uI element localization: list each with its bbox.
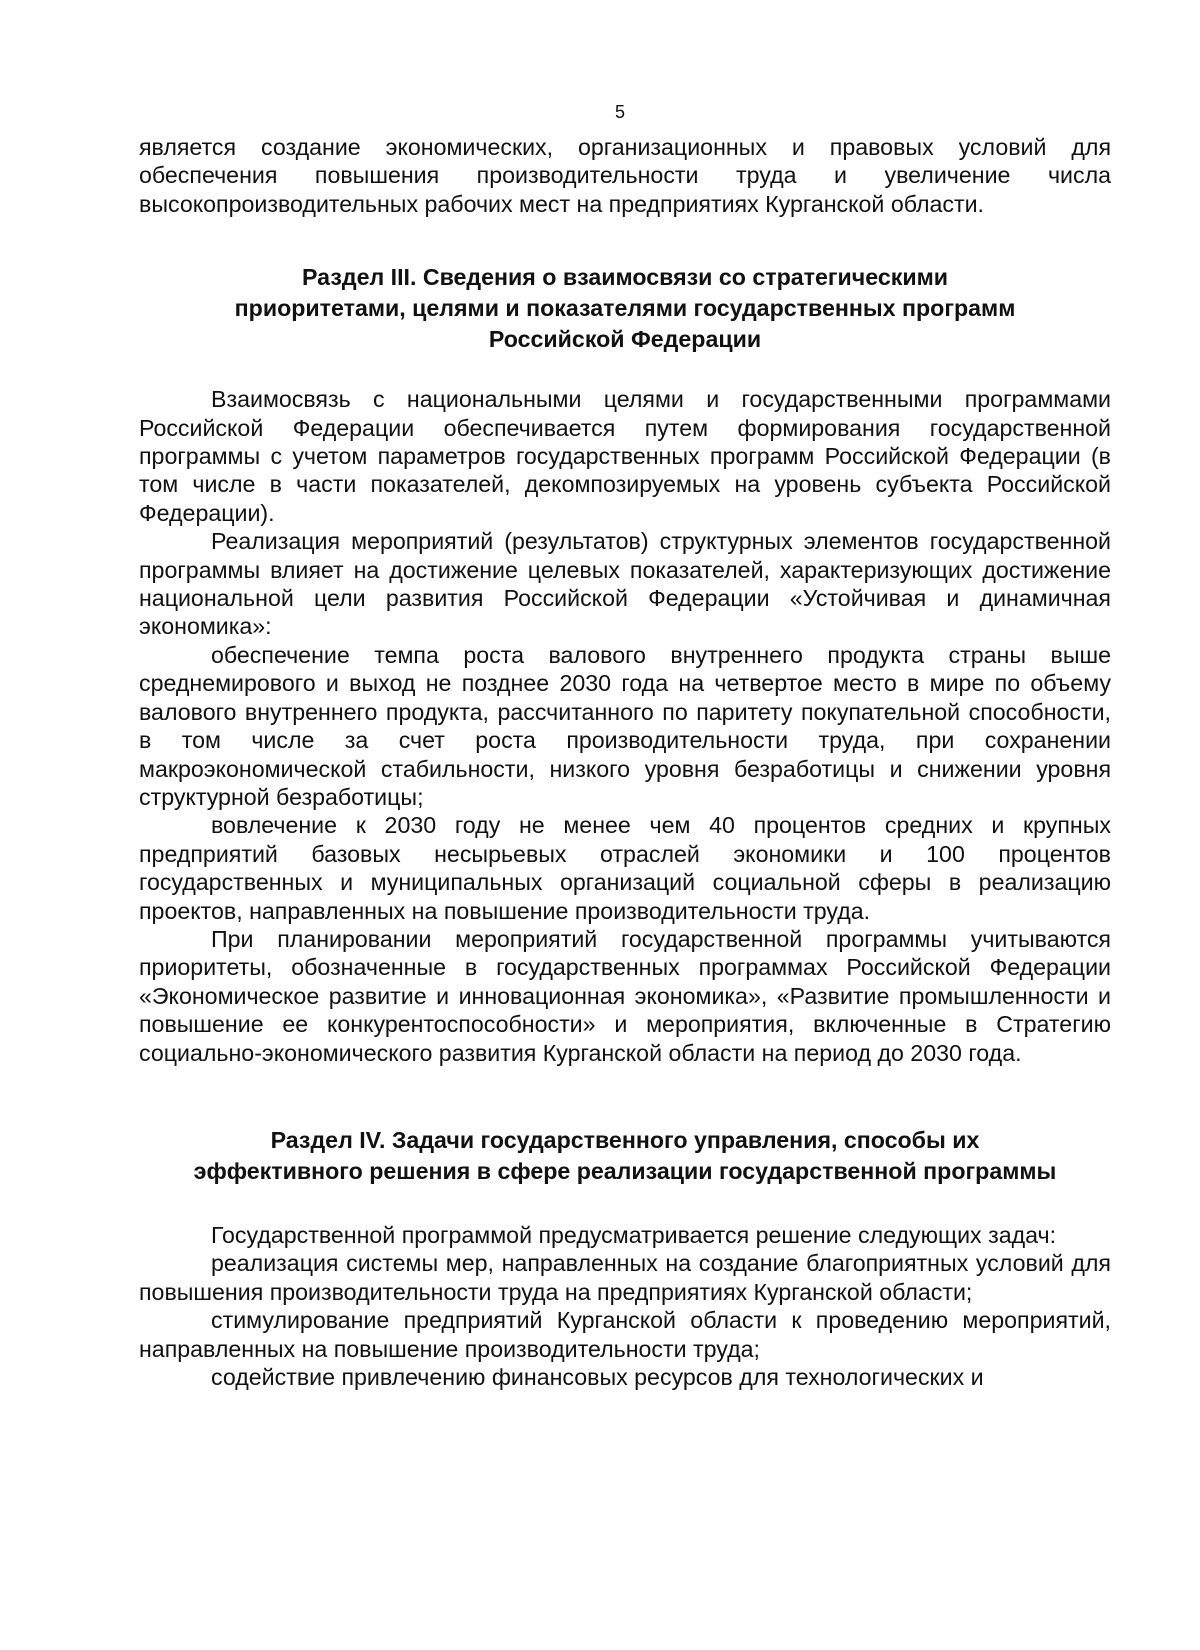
paragraph: вовлечение к 2030 году не менее чем 40 процентов средних и крупных предприятий базовых несырьевых отраслей экономики и 100 процентов государственных и муниципальных организаций социальной сферы в реализацию проектов, направленных на повышение производительности труда. xyxy=(139,812,1111,924)
intro-paragraph: является создание экономических, организационных и правовых условий для обеспечения повышения производительности труда и увеличение числа высокопроизводительных рабочих мест на предприятиях Курганской области. xyxy=(139,134,1111,217)
section-3-body xyxy=(139,385,1111,1067)
section-3-heading-line: приоритетами, целями и показателями государственных программ xyxy=(234,295,1016,322)
document-body xyxy=(139,133,1111,1391)
paragraph: Взаимосвязь с национальными целями и государственными программами Российской Федерации обеспечивается путем формирования государственной программы с учетом параметров государственных программ Российской Федерации (в том числе в части показателей, декомпозируемых на уровень субъекта Российской Федерации). xyxy=(139,386,1111,526)
section-4-body xyxy=(139,1221,1111,1391)
page-number: 5 xyxy=(614,102,625,122)
section-3-heading-line: Раздел III. Сведения о взаимосвязи со стратегическими xyxy=(301,264,949,291)
section-3-heading xyxy=(139,262,1111,355)
section-4-heading-line: эффективного решения в сфере реализации государственной программы xyxy=(193,1157,1057,1184)
paragraph: обеспечение темпа роста валового внутреннего продукта страны выше среднемирового и выход не позднее 2030 года на четвертое место в мире по объему валового внутреннего продукта, рассчитанного по паритету покупательной способности, в том числе за счет роста производительности труда, при сохранении макроэкономической стабильности, низкого уровня безработицы и снижении уровня структурной безработицы; xyxy=(139,641,1111,810)
paragraph: стимулирование предприятий Курганской области к проведению мероприятий, направленных на повышение производительности труда; xyxy=(139,1307,1111,1362)
paragraph: При планировании мероприятий государственной программы учитываются приоритеты, обозначенные в государственных программах Российской Федерации «Экономическое развитие и инновационная экономика», «Развитие промышленности и повышение ее конкурентоспособности» и мероприятия, включенные в Стратегию социально-экономического развития Курганской области на период до 2030 года. xyxy=(139,925,1111,1066)
section-3-heading-line: Российской Федерации xyxy=(488,326,762,353)
section-4-heading-line: Раздел IV. Задачи государственного управления, способы их xyxy=(270,1126,980,1153)
section-4-heading xyxy=(139,1125,1111,1187)
paragraph: реализация системы мер, направленных на создание благоприятных условий для повышения производительности труда на предприятиях Курганской области; xyxy=(139,1250,1111,1305)
paragraph: содействие привлечению финансовых ресурсов для технологических и xyxy=(211,1364,984,1390)
paragraph: Реализация мероприятий (результатов) структурных элементов государственной программы влияет на достижение целевых показателей, характеризующих достижение национальной цели развития Российской Федерации «Устойчивая и динамичная экономика»: xyxy=(139,528,1111,640)
paragraph: Государственной программой предусматривается решение следующих задач: xyxy=(211,1221,1057,1248)
